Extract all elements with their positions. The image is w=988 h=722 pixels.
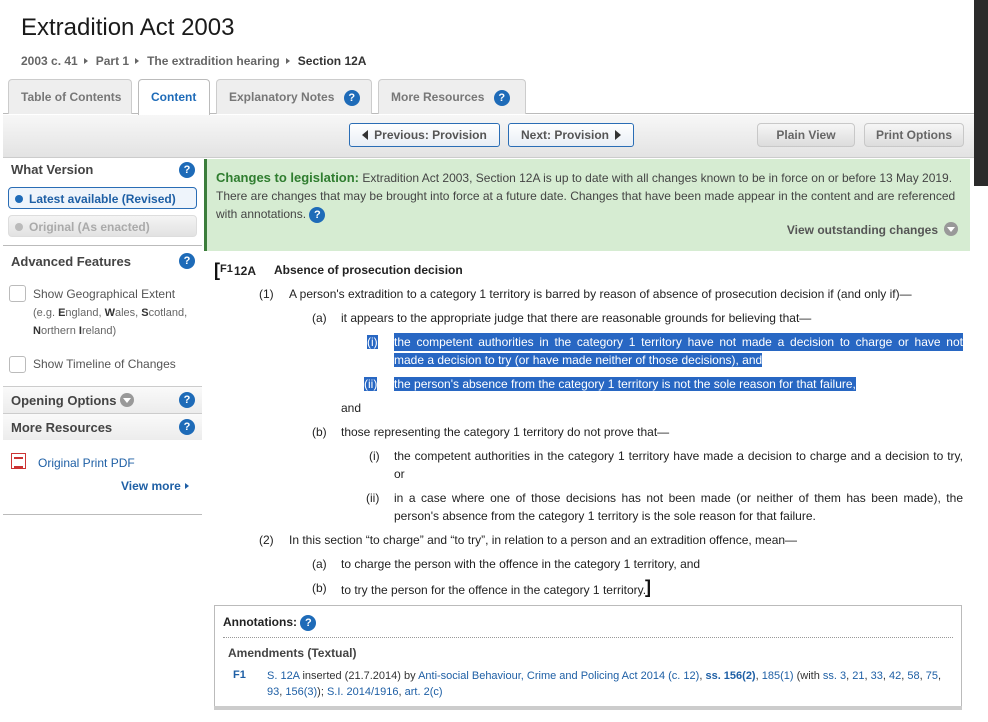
paragraph-text: to try the person for the offence in the category 1 territory.	[341, 583, 647, 597]
subparagraph-text: the competent authorities in the category 1 territory have made a decision to charge and a decision to try, or	[394, 449, 963, 481]
timeline-checkbox[interactable]	[9, 356, 26, 373]
changes-to-legislation-banner	[204, 159, 970, 251]
breadcrumb	[21, 54, 366, 68]
section-title: Absence of prosecution decision	[274, 263, 463, 277]
subsection-number: (1)	[259, 287, 274, 301]
help-icon[interactable]: ?	[300, 615, 316, 631]
paragraph-text: those representing the category 1 territory do not prove that—	[341, 425, 670, 439]
timeline-label[interactable]: Show Timeline of Changes	[33, 357, 176, 371]
opening-options-heading	[11, 393, 134, 408]
paragraph-number: (a)	[312, 557, 327, 571]
breadcrumb-part[interactable]: Part 1	[95, 54, 130, 68]
annotation-key: F1	[233, 669, 246, 681]
tab-label: Explanatory Notes	[229, 90, 335, 105]
geo-extent-example	[33, 304, 198, 340]
tab-label: More Resources	[391, 90, 485, 105]
highlighted-text: (i)	[367, 335, 378, 349]
annotations-heading-label: Annotations:	[223, 615, 297, 630]
amendments-textual-heading: Amendments (Textual)	[228, 646, 357, 660]
annotation-link[interactable]: 156(3)	[285, 686, 318, 698]
subparagraph-number	[367, 335, 378, 349]
annotation-link[interactable]: ss. 156(2)	[705, 670, 756, 682]
more-resources-heading: More Resources	[11, 420, 113, 435]
help-icon[interactable]: ?	[179, 253, 195, 269]
annotation-text-part: ,	[864, 670, 871, 682]
highlighted-text: the person's absence from the category 1 territory is not the sole reason for that failure,	[394, 377, 856, 391]
expand-icon	[944, 222, 958, 236]
paragraph-text: it appears to the appropriate judge that there are reasonable grounds for believing that—	[341, 311, 812, 325]
provision-nav-bar	[3, 115, 974, 158]
arrow-left-icon	[362, 130, 368, 140]
selected-dot-icon	[15, 195, 23, 203]
tab-content[interactable]	[138, 79, 210, 115]
annotation-link[interactable]: S.I. 2014/1916	[326, 686, 399, 698]
original-print-pdf-link[interactable]: Original Print PDF	[38, 456, 135, 470]
geo-initial: W	[104, 307, 115, 319]
previous-label: Previous: Provision	[374, 128, 487, 142]
footnote-ref-link[interactable]: F1	[220, 263, 233, 275]
annotation-link[interactable]: 93	[267, 686, 280, 698]
geo-rest: ales,	[114, 307, 142, 319]
annotation-link[interactable]: 75	[925, 670, 938, 682]
annotation-text-part: ,	[882, 670, 889, 682]
subsection-text: In this section “to charge” and “to try”, in relation to a person and an extradition offence, mean—	[289, 533, 798, 547]
annotations-heading	[223, 615, 316, 631]
plain-view-button[interactable]: Plain View	[757, 123, 855, 147]
view-more-link[interactable]	[121, 479, 189, 493]
breadcrumb-arrow-icon	[135, 58, 139, 64]
original-version-button[interactable]	[8, 215, 197, 237]
geo-prefix: (e.g.	[33, 307, 59, 319]
annotation-text-part: );	[317, 686, 327, 698]
paragraph-number: (b)	[312, 425, 327, 439]
help-icon[interactable]: ?	[179, 162, 195, 178]
help-icon[interactable]: ?	[494, 90, 510, 106]
subparagraph-text	[394, 333, 963, 369]
annotations-panel-edge	[214, 706, 962, 710]
highlighted-text: (ii)	[364, 377, 378, 391]
subparagraph-text	[394, 377, 856, 391]
breadcrumb-arrow-icon	[286, 58, 290, 64]
annotation-link[interactable]: 33	[870, 670, 883, 682]
chevron-right-icon	[185, 483, 189, 489]
opening-options-label: Opening Options	[11, 393, 117, 408]
scrollbar[interactable]	[974, 0, 988, 186]
page-title: Extradition Act 2003	[21, 14, 235, 41]
breadcrumb-section: Section 12A	[297, 54, 367, 68]
breadcrumb-arrow-icon	[84, 58, 88, 64]
view-outstanding-changes-button[interactable]	[787, 221, 958, 239]
amendment-open-bracket: [	[214, 260, 220, 280]
breadcrumb-act[interactable]: 2003 c. 41	[21, 54, 78, 68]
annotation-text-part: ,	[279, 686, 286, 698]
subparagraph-number: (ii)	[366, 491, 380, 505]
expand-icon[interactable]	[120, 393, 134, 407]
annotation-link[interactable]: Anti-social Behaviour, Crime and Policing Act 2014 (c. 12)	[418, 670, 700, 682]
annotation-text-part: ,	[937, 670, 942, 682]
annotation-text-part: ,	[919, 670, 926, 682]
previous-provision-button[interactable]	[349, 123, 500, 147]
tab-bar	[3, 79, 974, 114]
annotation-text-part: ,	[755, 670, 762, 682]
tab-table-of-contents[interactable]	[8, 79, 132, 114]
annotation-text-part: inserted (21.7.2014) by	[299, 670, 419, 682]
annotation-link[interactable]: S. 12A	[267, 670, 300, 682]
tab-explanatory-notes[interactable]	[216, 79, 372, 114]
annotation-link[interactable]: ss. 3	[822, 670, 847, 682]
annotation-text-part: ,	[846, 670, 853, 682]
geo-initial: I	[78, 325, 82, 337]
what-version-heading: What Version	[11, 162, 94, 177]
highlighted-text: the competent authorities in the category 1 territory have not made a decision to charge or have not	[394, 335, 963, 349]
annotation-link[interactable]: 21	[852, 670, 865, 682]
changes-heading: Changes to legislation:	[216, 170, 360, 185]
tab-more-resources[interactable]	[378, 79, 526, 114]
annotation-link[interactable]: 185(1)	[761, 670, 794, 682]
geo-initial: E	[58, 307, 66, 319]
annotation-text-part: (with	[793, 670, 823, 682]
divider	[223, 637, 953, 638]
geo-rest: reland)	[81, 325, 117, 337]
more-resources-bar	[3, 413, 202, 440]
print-options-button[interactable]: Print Options	[864, 123, 964, 147]
breadcrumb-hearing[interactable]: The extradition hearing	[147, 54, 280, 68]
unselected-dot-icon	[15, 223, 23, 231]
sidebar	[3, 158, 202, 515]
latest-version-button[interactable]	[8, 187, 197, 209]
annotation-link[interactable]: 58	[907, 670, 920, 682]
annotation-text-part: ,	[398, 686, 405, 698]
paragraph-number: (a)	[312, 311, 327, 325]
tab-label: Table of Contents	[21, 90, 122, 104]
geo-extent-checkbox[interactable]	[9, 285, 26, 302]
subsection-number: (2)	[259, 533, 274, 547]
subparagraph-text: in a case where one of those decisions has not been made (or neither of them has been made), the person's absence from the category 1 territory is the sole reason for that failure.	[394, 491, 963, 523]
annotations-panel	[214, 605, 962, 709]
arrow-right-icon	[615, 130, 621, 140]
highlighted-text: made a decision to try (or have made neither of those decisions), and	[394, 353, 763, 367]
advanced-features-heading: Advanced Features	[11, 254, 131, 269]
geo-initial: N	[33, 325, 41, 337]
changes-text: Extradition Act 2003, Section 12A is up to date with all changes known to be in force on or before 13 May 2019. There are changes that may be brought into force at a future date. Changes that have been made appear in the content and are referenced with annotations.	[216, 171, 956, 221]
annotation-text-part: ,	[699, 670, 706, 682]
geo-rest: orthern	[40, 325, 79, 337]
latest-version-label: Latest available (Revised)	[29, 192, 176, 206]
next-label: Next: Provision	[520, 128, 610, 142]
help-icon[interactable]: ?	[179, 419, 195, 435]
paragraph-text: to charge the person with the offence in the category 1 territory, and	[341, 557, 701, 571]
geo-rest: ngland,	[65, 307, 105, 319]
geo-initial: S	[141, 307, 149, 319]
view-more-label: View more	[121, 479, 181, 493]
subparagraph-number: (i)	[369, 449, 380, 463]
help-icon[interactable]: ?	[344, 90, 360, 106]
subsection-text: A person's extradition to a category 1 territory is barred by reason of absence of prosecution decision if (and only if)—	[289, 287, 912, 301]
annotation-link[interactable]: art. 2(c)	[404, 686, 443, 698]
pdf-icon	[11, 453, 26, 469]
conjunction-text: and	[341, 401, 362, 415]
tab-label: Content	[151, 90, 197, 104]
annotation-link[interactable]: 42	[888, 670, 902, 682]
subparagraph-number	[364, 377, 377, 391]
opening-options-bar[interactable]	[3, 386, 202, 413]
help-icon[interactable]: ?	[309, 207, 325, 223]
paragraph-number: (b)	[312, 581, 327, 595]
next-provision-button[interactable]	[508, 123, 634, 147]
annotation-text	[267, 668, 957, 700]
section-number: 12A	[234, 264, 257, 278]
original-version-label: Original (As enacted)	[29, 220, 150, 234]
view-outstanding-label: View outstanding changes	[786, 223, 938, 237]
geo-rest: cotland,	[148, 307, 188, 319]
divider	[3, 245, 202, 246]
annotation-text-part: ,	[901, 670, 908, 682]
help-icon[interactable]: ?	[179, 392, 195, 408]
geo-extent-label[interactable]: Show Geographical Extent	[33, 287, 176, 301]
amendment-close-bracket: ]	[645, 577, 651, 597]
